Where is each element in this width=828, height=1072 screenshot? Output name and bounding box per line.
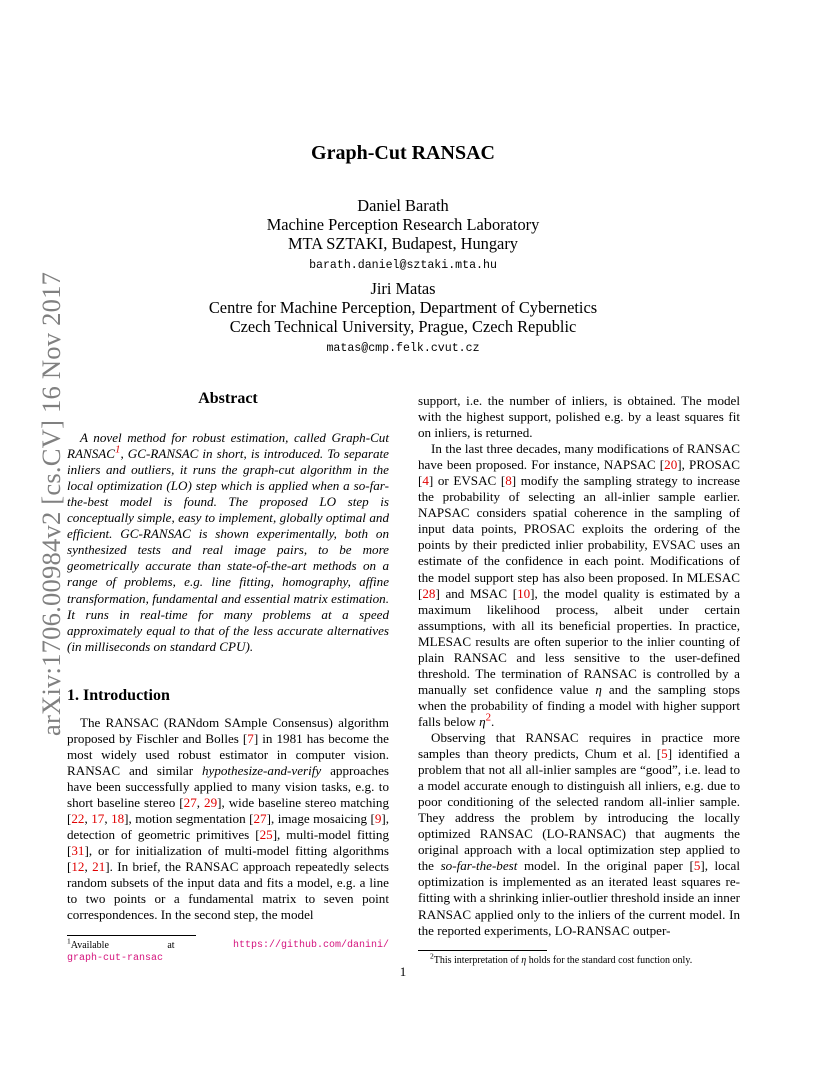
left-column [67, 391, 389, 923]
abstract-heading: Abstract [198, 390, 258, 407]
citation-link[interactable]: 4 [422, 473, 429, 489]
footnote-2: $^2$This interpretation of η holds for the standard cost function only. [430, 951, 693, 966]
intro-paragraph: The RANSAC (RANdom SAmple Consensus) algorithm proposed by Fischler and Bolles [7] in 1981 has become the most widely used robust estimator in computer vision. RANSAC and similar hypothesize-and-verify approaches have been successfully applied to many vision tasks, e.g. to short baseline stereo [27, 29], wide baseline stereo matching [22, 17, 18], motion segmentation [27], image mosaicing [9], detection of geometric primitives [25], multi-model fitting [31], or for initialization of multi-model fitting algorithms [12, 21]. In brief, the RANSAC approach repeatedly selects random subsets of the input data and fits a model, e.g. a line to two points or a fundamental matrix to seven point correspondences. In the second step, the model [67, 714, 390, 923]
citation-link[interactable]: 27 [183, 794, 197, 810]
paragraph: support, i.e. the number of inliers, is obtained. The model with the highest support, polished e.g. by a least squares fit on inliers, is returned. [418, 393, 740, 441]
right-column [418, 393, 740, 939]
repo-link-continued[interactable]: graph-cut-ransac [67, 953, 164, 964]
citation-link[interactable]: 5 [693, 858, 701, 874]
citation-link[interactable]: 10 [517, 585, 531, 601]
paragraph: Observing that RANSAC requires in practice more samples than theory predicts, Chum et al. [5] identified a problem that not all all-inlier samples are “good”, i.e. lead to a model accurate enough to distinguish all inliers, e.g. due to poor conditioning of the selected random all-inlier sample. They address the problem by introducing the locally optimized RANSAC (LO-RANSAC) that augments the original approach with a local optimization step applied to the so-far-the-best model. In the original paper [5], local optimization is implemented as an iterated least squares re-fitting with a shrinking inlier-outlier threshold inside an inner RANSAC applied only to the inliers of the current model. In the reported experiments, LO-RANSAC outper- [418, 729, 740, 938]
citation-link[interactable]: 5 [661, 746, 668, 762]
citation-link[interactable]: 18 [111, 811, 125, 827]
author-block-2 [0, 279, 806, 356]
author-name: Daniel Barath [357, 196, 449, 215]
citation-link[interactable]: 25 [259, 827, 273, 843]
author-name: Jiri Matas [370, 279, 436, 298]
citation-link[interactable]: 21 [92, 859, 106, 875]
footnote-rule [67, 935, 196, 936]
author-block-1 [0, 196, 806, 273]
author-affiliation: MTA SZTAKI, Budapest, Hungary [287, 234, 518, 253]
citation-link[interactable]: 29 [204, 794, 218, 810]
author-affiliation: Czech Technical University, Prague, Czech Republic [229, 317, 577, 336]
author-affiliation: Centre for Machine Perception, Department of Cybernetics [208, 298, 598, 317]
citation-link[interactable]: 28 [422, 585, 436, 601]
paragraph: In the last three decades, many modifications of RANSAC have been proposed. For instance, NAPSAC [20], PROSAC [4] or EVSAC [8] modify the sampling strategy to increase the probability of selecting an all-inlier sample earlier. NAPSAC considers spatial coherence in the sampling of input data points, PROSAC exploits the ordering of the points by their predicted inlier probability, EVSAC uses an estimate of the confidence in each point. Modifications of the model support step has also been proposed. In MLESAC [28] and MSAC [10], the model quality is estimated by a maximum likelihood process, albeit under certain assumptions, with all its beneficial properties. In practice, MLESAC results are often superior to the inlier counting of plain RANSAC and less sensitive to the user-defined threshold. The termination of RANSAC is controlled by a manually set confidence value η and the sampling stops when the probability of finding a model with higher support falls below η$^2$. [418, 441, 741, 729]
author-email: matas@cmp.felk.cvut.cz [326, 342, 480, 355]
footnote-marker[interactable]: 1 [115, 443, 121, 456]
citation-link[interactable]: 12 [71, 859, 85, 875]
section-heading: 1. Introduction [67, 686, 170, 704]
arxiv-identifier: arXiv:1706.00984v2 [cs.CV] 16 Nov 2017 [36, 271, 66, 736]
footnote-rule [418, 950, 547, 951]
footnote-marker: 1 [67, 936, 71, 946]
citation-link[interactable]: 20 [664, 457, 678, 473]
paper-title: Graph-Cut RANSAC [311, 142, 495, 164]
page-number: 1 [399, 964, 407, 979]
citation-link[interactable]: 31 [71, 843, 85, 859]
citation-link[interactable]: 27 [253, 811, 267, 827]
footnote-1: $^1$Available at https://github.com/danini/ graph-cut-ransac [67, 936, 389, 964]
footnote-marker[interactable]: 2 [485, 711, 492, 724]
author-affiliation: Machine Perception Research Laboratory [266, 215, 540, 234]
citation-link[interactable]: 22 [71, 811, 85, 827]
author-email: barath.daniel@sztaki.mta.hu [309, 259, 497, 272]
citation-link[interactable]: 7 [247, 730, 254, 746]
citation-link[interactable]: 9 [374, 811, 382, 827]
footnote-marker: 2 [430, 951, 434, 961]
abstract-body: A novel method for robust estimation, called Graph-Cut RANSAC$^1$, GC-RANSAC in short, is introduced. To separate inliers and outliers, it runs the graph-cut algorithm in the local optimization (LO) step which is applied when a so-far-the-best model is found. The proposed LO step is conceptually simple, easy to implement, globally optimal and efficient. GC-RANSAC is shown experimentally, both on synthesized tests and real image pairs, to be more geometrically accurate than state-of-the-art methods on a range of problems, e.g. line fitting, homography, affine transformation, fundamental and essential matrix estimation. It runs in real-time for many problems at a speed approximately equal to that of the less accurate alternatives (in milliseconds on standard CPU). [67, 430, 389, 654]
citation-link[interactable]: 8 [505, 473, 512, 489]
citation-link[interactable]: 17 [91, 811, 105, 827]
repo-link[interactable]: https://github.com/danini/ [232, 940, 389, 951]
